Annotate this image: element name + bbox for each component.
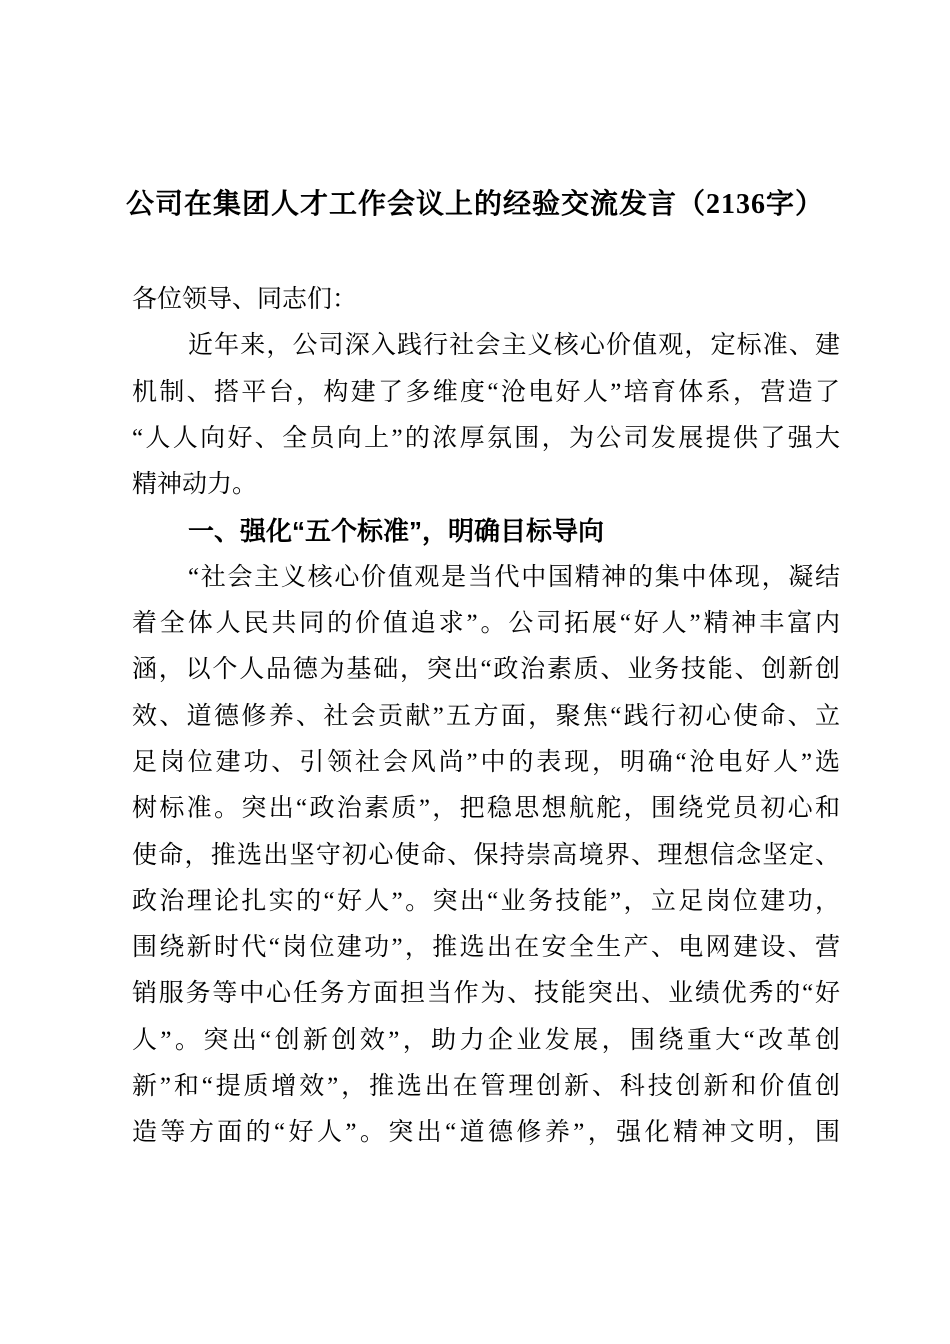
paragraph-line: “人人向好、全员向上”的浓厚氛围，为公司发展提供了强大	[132, 424, 840, 452]
paragraph-line: 近年来，公司深入践行社会主义核心价值观，定标准、建	[188, 332, 840, 360]
paragraph-line: 新”和“提质增效”，推选出在管理创新、科技创新和价值创	[132, 1073, 840, 1101]
paragraph-line: 政治理论扎实的“好人”。突出“业务技能”，立足岗位建功，	[132, 887, 840, 915]
paragraph-line: 精神动力。	[132, 471, 258, 499]
document-title: 公司在集团人才工作会议上的经验交流发言（2136字）	[125, 189, 824, 220]
paragraph-line: 足岗位建功、引领社会风尚”中的表现，明确“沧电好人”选	[132, 748, 840, 776]
paragraph-line: 造等方面的“好人”。突出“道德修养”，强化精神文明，围	[132, 1119, 840, 1147]
paragraph-line: 围绕新时代“岗位建功”，推选出在安全生产、电网建设、营	[132, 934, 840, 962]
paragraph-line: 效、道德修养、社会贡献”五方面，聚焦“践行初心使命、立	[132, 702, 840, 730]
paragraph-line: “社会主义核心价值观是当代中国精神的集中体现，凝结	[188, 563, 840, 591]
paragraph-line: 销服务等中心任务方面担当作为、技能突出、业绩优秀的“好	[132, 980, 840, 1008]
paragraph-line: 机制、搭平台，构建了多维度“沧电好人”培育体系，营造了	[132, 378, 840, 406]
paragraph-line: 涵，以个人品德为基础，突出“政治素质、业务技能、创新创	[132, 656, 840, 684]
paragraph-line: 树标准。突出“政治素质”，把稳思想航舵，围绕党员初心和	[132, 795, 840, 823]
document-body	[132, 277, 840, 1157]
salutation-line: 各位领导、同志们：	[132, 286, 358, 313]
paragraph-line: 人”。突出“创新创效”，助力企业发展，围绕重大“改革创	[132, 1026, 840, 1054]
paragraph-line: 使命，推选出坚守初心使命、保持崇高境界、理想信念坚定、	[132, 841, 840, 869]
paragraph-line: 着全体人民共同的价值追求”。公司拓展“好人”精神丰富内	[132, 610, 840, 638]
heading-line: 一、强化“五个标准”，明确目标导向	[188, 516, 605, 547]
